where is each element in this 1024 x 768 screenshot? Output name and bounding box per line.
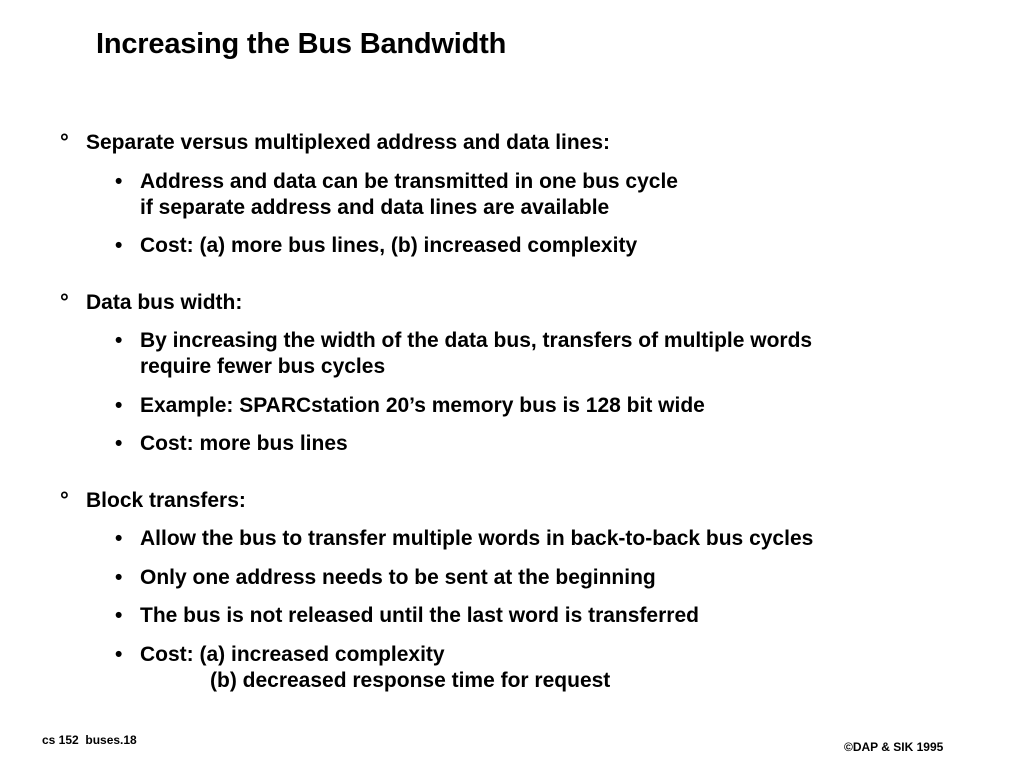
item-line: Cost: (a) increased complexity [140, 643, 445, 666]
bullet-marker: • [115, 432, 123, 455]
section-heading: Separate versus multiplexed address and data lines: [86, 131, 611, 154]
degree-marker: ° [60, 129, 69, 154]
footer-course-label: cs 152 buses.18 [42, 733, 137, 747]
bullet-marker: • [115, 394, 123, 417]
section-heading: Block transfers: [86, 489, 246, 512]
footer-copyright: ©DAP & SIK 1995 [844, 740, 944, 754]
item-line: (b) decreased response time for request [210, 669, 611, 692]
bullet-marker: • [115, 604, 123, 627]
item-line: Cost: (a) more bus lines, (b) increased complexity [140, 234, 638, 257]
item-line: Address and data can be transmitted in one bus cycle [140, 170, 678, 193]
item-line: if separate address and data lines are available [140, 196, 610, 219]
section-heading-row [0, 130, 1024, 160]
bullet-marker: • [115, 234, 123, 257]
item-line: Cost: more bus lines [140, 432, 348, 455]
slide-title: Increasing the Bus Bandwidth [96, 28, 507, 60]
section-heading: Data bus width: [86, 291, 243, 314]
item-line: The bus is not released until the last word is transferred [140, 604, 699, 627]
bullet-marker: • [115, 643, 123, 666]
section-heading-row [0, 488, 1024, 518]
section-heading-row [0, 290, 1024, 320]
item-line: require fewer bus cycles [140, 355, 386, 378]
degree-marker: ° [60, 289, 69, 314]
degree-marker: ° [60, 487, 69, 512]
item-line: By increasing the width of the data bus, transfers of multiple words [140, 329, 813, 352]
item-line: Allow the bus to transfer multiple words in back-to-back bus cycles [140, 527, 814, 550]
bullet-marker: • [115, 527, 123, 550]
bullet-marker: • [115, 170, 123, 193]
bullet-marker: • [115, 329, 123, 352]
item-line: Example: SPARCstation 20’s memory bus is 128 bit wide [140, 394, 705, 417]
item-line: Only one address needs to be sent at the beginning [140, 566, 656, 589]
bullet-marker: • [115, 566, 123, 589]
